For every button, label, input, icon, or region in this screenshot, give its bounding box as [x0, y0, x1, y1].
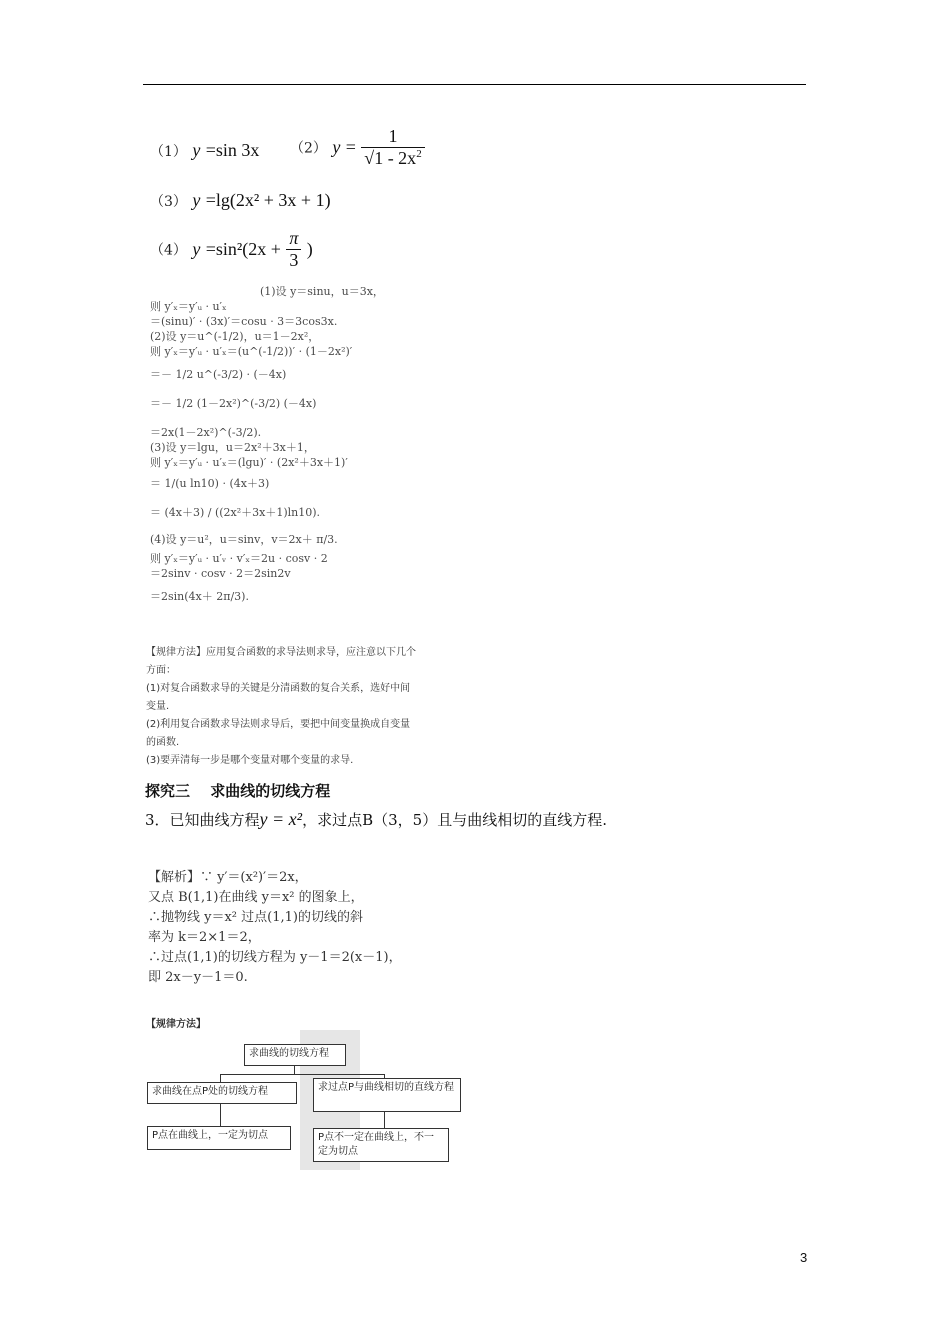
method-line: (1)对复合函数求导的关键是分清函数的复合关系，选好中间	[146, 683, 411, 694]
solution-line: ＝2sinv · cosv · 2＝2sin2v	[150, 567, 291, 580]
method-line: (3)要弄清每一步是哪个变量对哪个变量的求导.	[146, 755, 354, 766]
problem-1-number: （1）	[150, 144, 187, 160]
flowchart-label: 【规律方法】	[146, 1019, 206, 1030]
problem-1-rhs: =sin 3x	[205, 140, 260, 160]
solution-line: 率为 k＝2×1＝2，	[148, 930, 261, 945]
method-line: 【规律方法】应用复合函数的求导法则求导，应注意以下几个	[146, 647, 416, 658]
flowchart-connector	[384, 1112, 385, 1128]
solution-line: (3)设 y＝lgu，u＝2x²＋3x＋1，	[150, 441, 315, 454]
solution-line: ＝(sinu)′ · (3x)′＝cosu · 3＝3cos3x.	[150, 315, 338, 328]
flowchart-connector	[294, 1066, 295, 1074]
solution-line: (1)设 y＝sinu，u＝3x，	[260, 285, 384, 298]
solution-line: ∴过点(1,1)的切线方程为 y－1＝2(x－1)，	[148, 950, 402, 965]
solution-line: ＝2x(1－2x²)^(-3/2).	[150, 426, 262, 439]
problem-2-numerator: 1	[388, 126, 398, 146]
solution-3	[148, 868, 402, 988]
section-3-heading: 探究三 求曲线的切线方程	[145, 782, 331, 800]
problem-3	[150, 190, 331, 211]
problem-2-denominator: $√1 - 2x^2$	[361, 147, 424, 169]
flowchart-connector	[220, 1074, 384, 1075]
problem-3-lhs: y	[192, 190, 201, 210]
method-line: 变量.	[146, 701, 170, 712]
method-block-1	[146, 644, 416, 770]
header-rule	[143, 84, 806, 85]
flowchart-left-box: 求曲线在点P处的切线方程	[147, 1082, 297, 1104]
problem-4-lhs: y	[192, 239, 201, 259]
problem-4-number: （4）	[150, 242, 187, 259]
problem-4: （4） y =sin²(2x + $\frac{\pi}{3}$ )	[150, 228, 313, 270]
solution-line: ∴抛物线 y＝x² 过点(1,1)的切线的斜	[148, 910, 363, 925]
method-line: 方面：	[146, 665, 176, 676]
solution-line: 则 y′ₓ＝y′ᵤ · u′ₓ＝(u^(-1/2))′ · (1－2x²)′	[150, 345, 353, 358]
solution-line: ＝－ 1/2 u^(-3/2) · (－4x)	[150, 368, 287, 381]
solution-line: 即 2x－y－1＝0.	[148, 970, 248, 985]
solution-1	[150, 284, 384, 604]
flowchart-left-bottom-box: P点在曲线上，一定为切点	[147, 1126, 291, 1150]
problem-3-number: （3）	[150, 194, 187, 210]
page-number: 3	[800, 1250, 808, 1265]
solution-line: ＝2sin(4x＋ 2π/3).	[150, 590, 249, 603]
problem-2-lhs: y	[332, 137, 341, 157]
solution-line: ＝ (4x＋3) / ((2x²＋3x＋1)ln10).	[150, 506, 321, 519]
solution-line: 则 y′ₓ＝y′ᵤ · u′ₓ	[150, 300, 227, 313]
solution-line: ＝ 1/(u ln10) · (4x＋3)	[150, 477, 270, 490]
solution-line: 则 y′ₓ＝y′ᵤ · u′ᵥ · v′ₓ＝2u · cosv · 2	[150, 552, 328, 565]
problem-2-equals: =	[345, 137, 356, 157]
problem-4-fraction: $\frac{\pi}{3}$	[286, 228, 301, 271]
solution-line: (2)设 y＝u^(-1/2)，u＝1－2x²，	[150, 330, 320, 343]
solution-line: 【解析】∵ y′＝(x²)′＝2x，	[148, 870, 308, 885]
solution-line: 又点 B(1,1)在曲线 y＝x² 的图象上，	[148, 890, 364, 905]
problem-3-text: 3．已知曲线方程y = x²，求过点B（3，5）且与曲线相切的直线方程.	[145, 809, 607, 829]
problem-2-number: （2）	[290, 140, 327, 157]
method-line: (2)利用复合函数求导法则求导后，要把中间变量换成自变量	[146, 719, 411, 730]
problem-3-rhs: =lg(2x² + 3x + 1)	[205, 190, 331, 210]
flowchart-right-bottom-box: P点不一定在曲线上，不一定为切点	[313, 1128, 449, 1162]
problem-1-lhs: y	[192, 140, 201, 160]
flowchart-right-box: 求过点P与曲线相切的直线方程	[313, 1078, 461, 1112]
problem-1	[150, 140, 259, 161]
flowchart-connector	[220, 1074, 221, 1082]
solution-line: 则 y′ₓ＝y′ᵤ · u′ₓ＝(lgu)′ · (2x²＋3x＋1)′	[150, 456, 348, 469]
flowchart-top-box: 求曲线的切线方程	[244, 1044, 346, 1066]
problem-2-fraction	[361, 126, 424, 169]
solution-line: ＝－ 1/2 (1－2x²)^(-3/2) (－4x)	[150, 397, 317, 410]
flowchart-connector	[220, 1104, 221, 1126]
problem-4-rhs: =sin²(2x +	[205, 239, 281, 259]
method-line: 的函数.	[146, 737, 180, 748]
solution-line: (4)设 y＝u²，u＝sinv，v＝2x＋ π/3.	[150, 533, 338, 546]
problem-2	[290, 126, 425, 169]
